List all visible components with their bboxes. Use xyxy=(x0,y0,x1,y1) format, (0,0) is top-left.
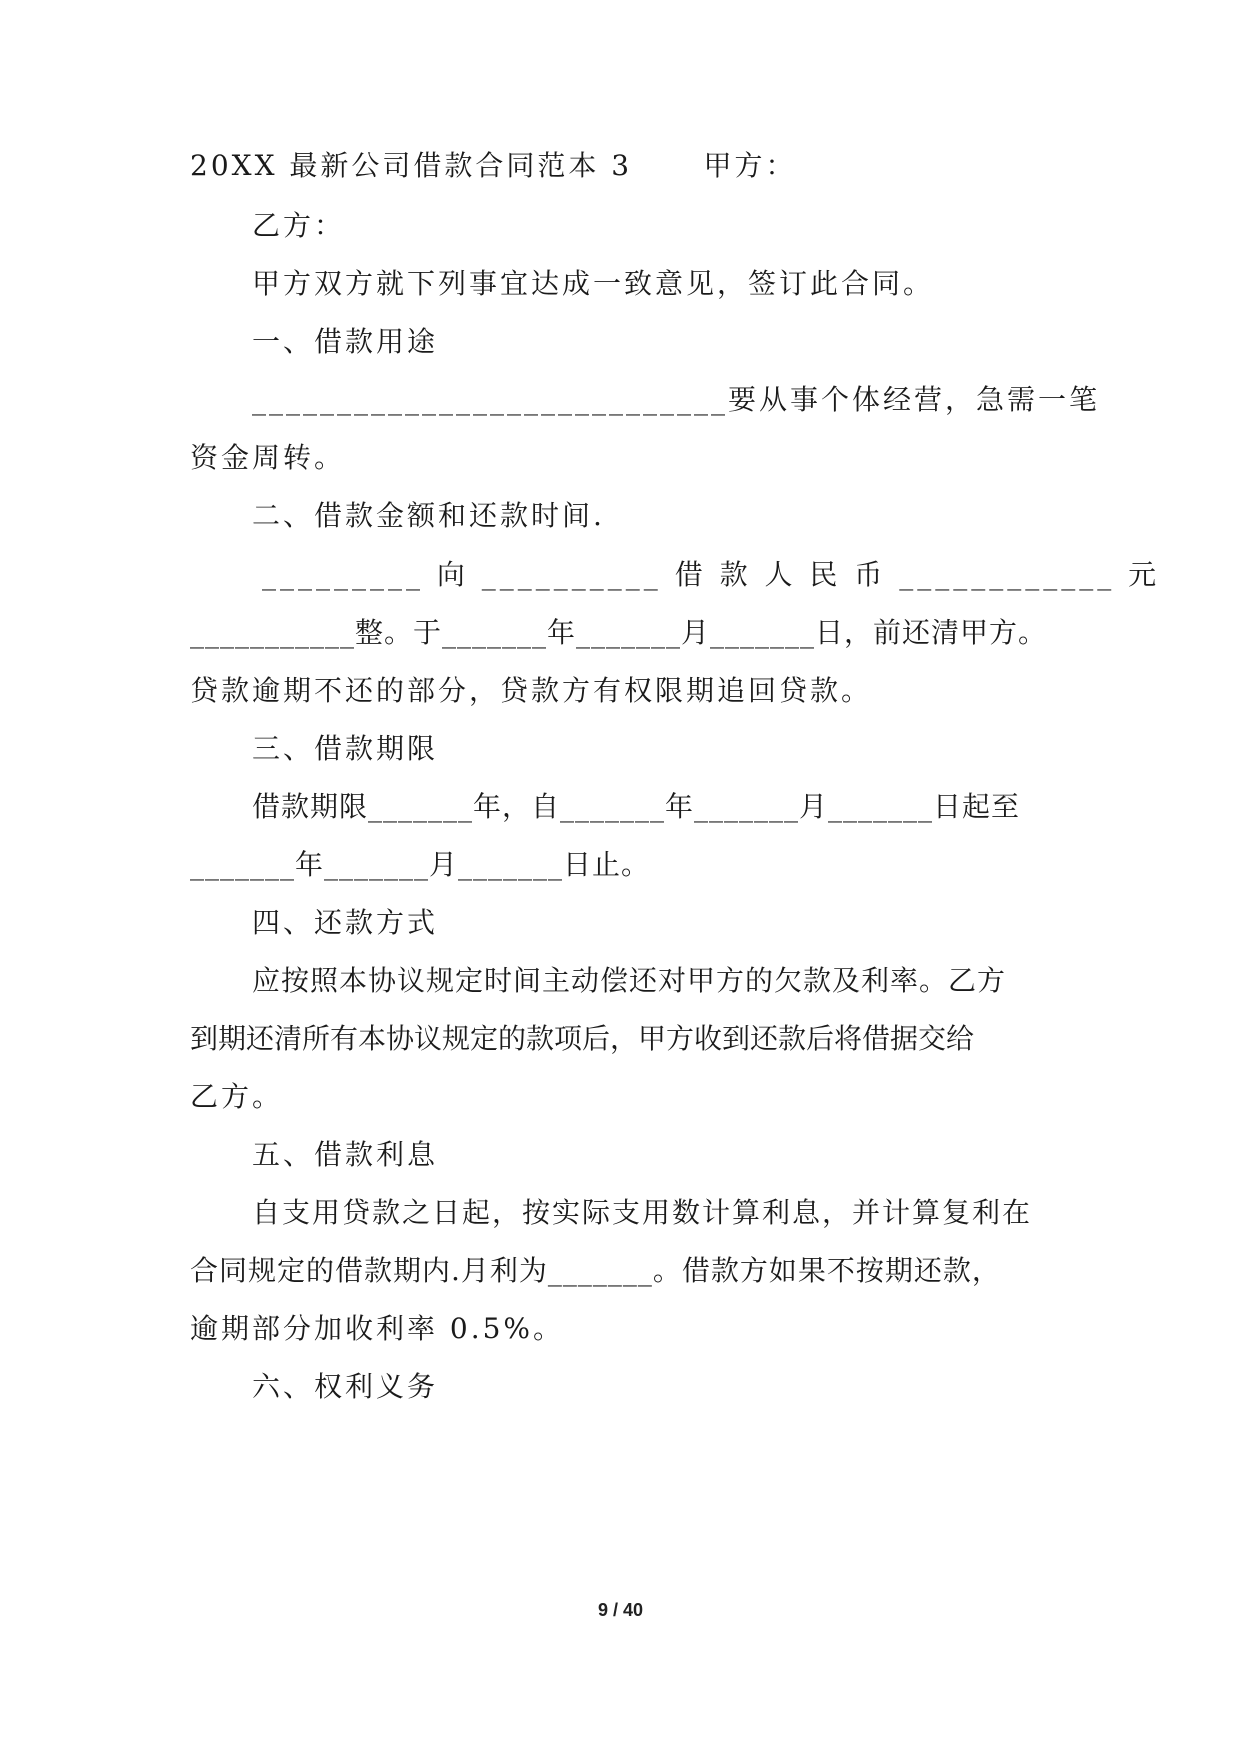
section-heading-term: 三、借款期限 xyxy=(252,732,439,765)
term-line-2: _______年_______月_______日止。 xyxy=(190,848,651,881)
term-line-1: 借款期限_______年，自_______年_______月_______日起至 xyxy=(252,790,1021,823)
page-number: 9 / 40 xyxy=(597,1600,644,1620)
document-title-line: 20XX 最新公司借款合同范本 3 甲方： xyxy=(190,149,797,182)
amount-line-3: 贷款逾期不还的部分，贷款方有权限期追回贷款。 xyxy=(190,674,873,707)
repayment-line-2: 到期还清所有本协议规定的款项后，甲方收到还款后将借据交给 xyxy=(190,1022,975,1055)
interest-line-1: 自支用贷款之日起，按实际支用数计算利息，并计算复利在 xyxy=(252,1196,1033,1229)
purpose-line-1: ____________________________要从事个体经营，急需一笔 xyxy=(252,383,1101,416)
party-b-line: 乙方： xyxy=(252,209,346,242)
section-heading-interest: 五、借款利息 xyxy=(252,1138,439,1171)
amount-line-2: ___________整。于_______年_______月_______日，前还清甲方。 xyxy=(190,616,1048,649)
section-heading-purpose: 一、借款用途 xyxy=(252,325,439,358)
interest-line-2: 合同规定的借款期内.月利为_______。借款方如果不按期还款， xyxy=(190,1254,1001,1287)
interest-line-3: 逾期部分加收利率 0.5%。 xyxy=(190,1312,565,1345)
section-heading-rights: 六、权利义务 xyxy=(252,1370,439,1403)
repayment-line-3: 乙方。 xyxy=(190,1080,284,1113)
intro-paragraph: 甲方双方就下列事宜达成一致意见，签订此合同。 xyxy=(252,267,935,300)
repayment-line-1: 应按照本协议规定时间主动偿还对甲方的欠款及利率。乙方 xyxy=(252,964,1007,997)
purpose-line-2: 资金周转。 xyxy=(190,441,346,474)
section-heading-repayment: 四、还款方式 xyxy=(252,906,439,939)
amount-line-1: _________ 向 __________ 借 款 人 民 币 ____________ 元 xyxy=(262,558,1161,591)
section-heading-amount: 二、借款金额和还款时间. xyxy=(252,499,605,532)
